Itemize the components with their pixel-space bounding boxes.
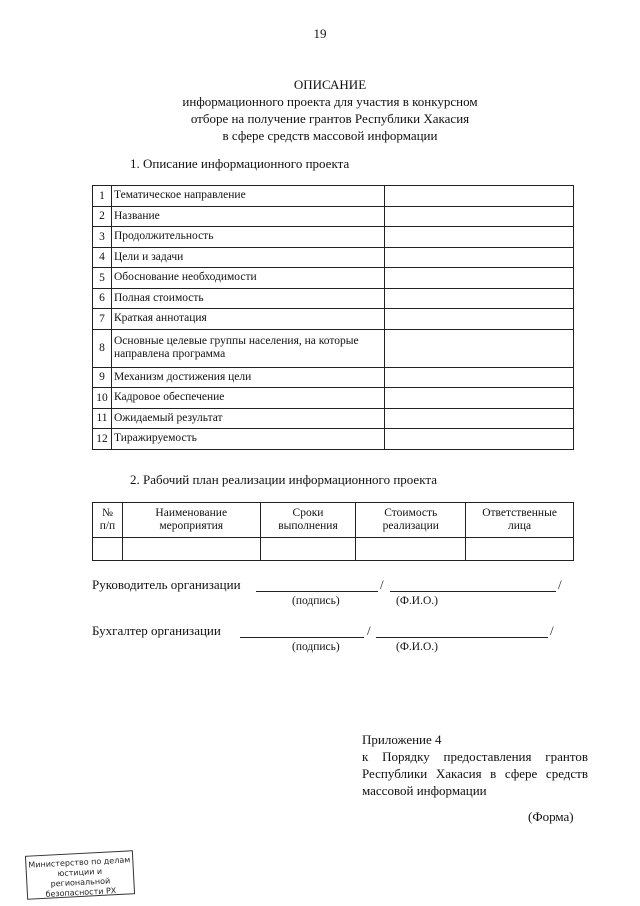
accountant-signature-line <box>92 623 221 639</box>
head-signature-line <box>92 577 241 593</box>
plan-column-header <box>93 503 123 538</box>
row-number: 6 <box>93 288 112 309</box>
description-row <box>93 388 574 409</box>
row-value-cell[interactable] <box>385 268 574 289</box>
accountant-name-field[interactable] <box>376 637 548 638</box>
row-label: Продолжительность <box>112 227 385 248</box>
name-caption: (Ф.И.О.) <box>396 641 438 653</box>
stamp-line-1: Министерство по делам <box>28 855 131 870</box>
title-line-4: в сфере средств массовой информации <box>222 128 438 143</box>
row-value-cell[interactable] <box>385 309 574 330</box>
row-number: 10 <box>93 388 112 409</box>
row-value-cell[interactable] <box>385 288 574 309</box>
header-line: мероприятия <box>159 520 224 532</box>
row-value-cell[interactable] <box>385 247 574 268</box>
accountant-label: Бухгалтер организации <box>92 623 221 638</box>
head-name-field[interactable] <box>390 591 556 592</box>
row-label: Основные целевые группы населения, на которые направлена программа <box>112 329 385 367</box>
row-number: 1 <box>93 186 112 207</box>
stamp-line-2: юстиции и региональной <box>50 866 111 889</box>
work-plan-table <box>92 502 574 561</box>
row-number: 11 <box>93 408 112 429</box>
document-title <box>120 76 540 144</box>
slash: / <box>550 623 554 638</box>
plan-cell[interactable] <box>466 538 574 561</box>
name-caption: (Ф.И.О.) <box>396 595 438 607</box>
accountant-signature-field[interactable] <box>240 637 364 638</box>
row-number: 12 <box>93 429 112 450</box>
row-label: Полная стоимость <box>112 288 385 309</box>
header-line: выполнения <box>278 520 338 532</box>
row-value-cell[interactable] <box>385 388 574 409</box>
row-value-cell[interactable] <box>385 408 574 429</box>
slash: / <box>367 623 371 638</box>
row-label: Краткая аннотация <box>112 309 385 330</box>
header-line: лица <box>507 520 532 532</box>
signature-caption: (подпись) <box>292 641 340 653</box>
form-label: (Форма) <box>528 809 574 824</box>
row-number: 8 <box>93 329 112 367</box>
description-row <box>93 329 574 367</box>
plan-cell[interactable] <box>356 538 466 561</box>
title-line-3: отборе на получение грантов Республики Хакасия <box>190 111 470 126</box>
row-value-cell[interactable] <box>385 206 574 227</box>
head-signature-field[interactable] <box>256 591 378 592</box>
title-line-2: информационного проекта для участия в конкурсном <box>182 94 478 109</box>
annex-text: к Порядку предоставления грантов Республики Хакасия в сфере средств массовой информации <box>362 749 588 798</box>
row-label: Ожидаемый результат <box>112 408 385 429</box>
description-row <box>93 367 574 388</box>
description-row <box>93 288 574 309</box>
header-line: Сроки <box>292 507 324 519</box>
project-description-table <box>92 185 574 450</box>
row-label: Тиражируемость <box>112 429 385 450</box>
description-row <box>93 268 574 289</box>
description-row <box>93 429 574 450</box>
header-line: Стоимость <box>384 507 438 519</box>
row-value-cell[interactable] <box>385 329 574 367</box>
signature-caption: (подпись) <box>292 595 340 607</box>
work-plan-empty-row <box>93 538 574 561</box>
plan-column-header <box>260 503 356 538</box>
description-row <box>93 309 574 330</box>
slash: / <box>558 577 562 592</box>
section1-heading: 1. Описание информационного проекта <box>130 156 350 171</box>
work-plan-header-row <box>93 503 574 538</box>
header-line: реализации <box>382 520 439 532</box>
plan-column-header <box>466 503 574 538</box>
plan-column-header <box>122 503 260 538</box>
row-number: 3 <box>93 227 112 248</box>
description-row <box>93 186 574 207</box>
annex-title: Приложение 4 <box>362 732 442 747</box>
plan-cell[interactable] <box>122 538 260 561</box>
row-value-cell[interactable] <box>385 367 574 388</box>
row-value-cell[interactable] <box>385 227 574 248</box>
plan-cell[interactable] <box>93 538 123 561</box>
row-label: Обоснование необходимости <box>112 268 385 289</box>
row-number: 5 <box>93 268 112 289</box>
section2-heading: 2. Рабочий план реализации информационного проекта <box>130 472 437 487</box>
row-value-cell[interactable] <box>385 186 574 207</box>
row-label: Механизм достижения цели <box>112 367 385 388</box>
row-value-cell[interactable] <box>385 429 574 450</box>
row-label: Цели и задачи <box>112 247 385 268</box>
row-label: Тематическое направление <box>112 186 385 207</box>
row-number: 9 <box>93 367 112 388</box>
plan-cell[interactable] <box>260 538 356 561</box>
header-line: Наименование <box>155 507 228 519</box>
plan-column-header <box>356 503 466 538</box>
row-number: 2 <box>93 206 112 227</box>
description-row <box>93 408 574 429</box>
header-line: Ответственные <box>482 507 557 519</box>
description-row <box>93 227 574 248</box>
stamp-line-3: безопасности РХ <box>45 886 117 899</box>
description-row <box>93 247 574 268</box>
row-number: 7 <box>93 309 112 330</box>
slash: / <box>380 577 384 592</box>
header-line: п/п <box>99 520 116 532</box>
row-label: Название <box>112 206 385 227</box>
head-label: Руководитель организации <box>92 577 241 592</box>
annex-block <box>362 731 588 799</box>
row-number: 4 <box>93 247 112 268</box>
page-number: 19 <box>313 26 327 41</box>
row-label: Кадровое обеспечение <box>112 388 385 409</box>
ministry-stamp <box>25 850 135 900</box>
header-line: № <box>101 507 113 519</box>
title-line-1: ОПИСАНИЕ <box>293 77 367 92</box>
description-row <box>93 206 574 227</box>
